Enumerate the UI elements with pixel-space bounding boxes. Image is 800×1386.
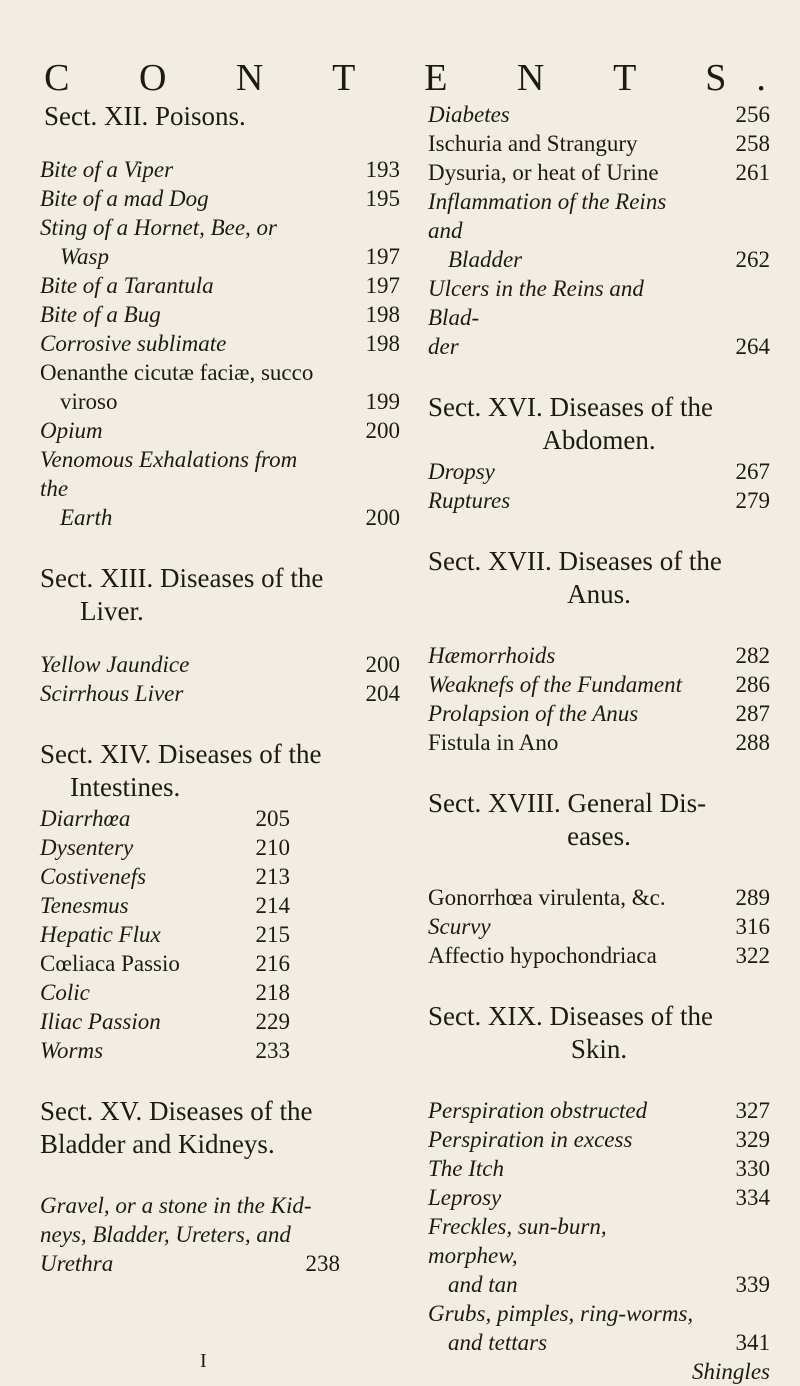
toc-entry: Earth 200 <box>60 505 400 530</box>
section-17-title: Sect. XVII. Diseases of the <box>428 546 722 576</box>
toc-entry: Scurvy 316 <box>428 914 770 939</box>
section-17-subtitle: Anus. <box>567 579 631 609</box>
toc-entry: and tan 339 <box>448 1272 770 1297</box>
toc-entry: Diabetes 256 <box>428 102 770 127</box>
toc-entry: Inflammation of the Reins and <box>428 189 667 243</box>
toc-entry: Worms 233 <box>40 1038 290 1063</box>
toc-entry: Urethra 238 <box>40 1251 340 1276</box>
toc-entry: Weaknefs of the Fundament 286 <box>428 672 770 697</box>
section-18-list <box>428 883 770 970</box>
toc-entry: Iliac Passion 229 <box>40 1009 290 1034</box>
toc-entry: Bite of a Tarantula 197 <box>40 273 400 298</box>
toc-entry: viroso 199 <box>60 389 400 414</box>
signature-mark: I <box>200 1350 207 1372</box>
section-19-list <box>428 1096 770 1357</box>
toc-entry: Dropsy 267 <box>428 459 770 484</box>
toc-entry: Colic 218 <box>40 980 290 1005</box>
catchword: Shingles <box>692 1359 770 1384</box>
toc-entry: Costivenefs 213 <box>40 864 290 889</box>
section-14-subtitle: Intestines. <box>70 772 181 802</box>
toc-entry: The Itch 330 <box>428 1156 770 1181</box>
toc-entry: Perspiration in excess 329 <box>428 1127 770 1152</box>
toc-entry: Corrosive sublimate 198 <box>40 331 400 356</box>
toc-entry: Sting of a Hornet, Bee, or <box>40 215 277 240</box>
section-14-title: Sect. XIV. Diseases of the <box>40 739 322 769</box>
toc-entry: Grubs, pimples, ring-worms, <box>428 1301 694 1326</box>
section-16-subtitle: Abdomen. <box>542 425 656 455</box>
toc-entry: Dysentery 210 <box>40 835 290 860</box>
toc-entry: Ischuria and Strangury 258 <box>428 131 770 156</box>
toc-entry: Bite of a Bug 198 <box>40 302 400 327</box>
section-17-list <box>428 641 770 757</box>
toc-entry: Gravel, or a stone in the Kid- <box>40 1193 312 1218</box>
toc-entry: Diarrhœa 205 <box>40 806 290 831</box>
toc-entry: Tenesmus 214 <box>40 893 290 918</box>
toc-entry: Prolapsion of the Anus 287 <box>428 701 770 726</box>
section-19-title: Sect. XIX. Diseases of the <box>428 1001 713 1031</box>
toc-entry: Ulcers in the Reins and Blad- <box>428 276 644 330</box>
section-15-title: Sect. XV. Diseases of the <box>40 1096 313 1126</box>
section-18-title: Sect. XVIII. General Dis- <box>428 788 707 818</box>
section-14-list <box>40 804 290 1065</box>
toc-entry: Yellow Jaundice 200 <box>40 652 400 677</box>
section-19-subtitle: Skin. <box>570 1034 628 1064</box>
section-12-title: Sect. XII. Poisons. <box>44 101 246 131</box>
toc-entry: Bladder 262 <box>448 247 770 272</box>
toc-entry: Ruptures 279 <box>428 488 770 513</box>
toc-entry: Affectio hypochondriaca 322 <box>428 943 770 968</box>
section-13-list <box>40 650 400 708</box>
toc-entry: neys, Bladder, Ureters, and <box>40 1222 291 1247</box>
toc-entry: Venomous Exhalations from the <box>40 447 298 501</box>
toc-entry: Opium 200 <box>40 418 400 443</box>
section-16-list <box>428 457 770 515</box>
toc-entry: Wasp 197 <box>60 244 400 269</box>
page-header: C O N T E N T S. <box>44 57 796 99</box>
toc-entry: Oenanthe cicutæ faciæ, succo <box>40 360 314 385</box>
section-15-continued-list <box>428 100 770 361</box>
toc-entry: Hepatic Flux 215 <box>40 922 290 947</box>
section-13-title: Sect. XIII. Diseases of the <box>40 563 324 593</box>
section-15-subtitle: Bladder and Kidneys. <box>40 1129 275 1159</box>
section-15-list <box>40 1191 400 1278</box>
toc-entry: Gonorrhœa virulenta, &c. 289 <box>428 885 770 910</box>
toc-entry: der 264 <box>428 334 770 359</box>
toc-entry: Leprosy 334 <box>428 1185 770 1210</box>
toc-entry: Perspiration obstructed 327 <box>428 1098 770 1123</box>
section-12-list <box>40 155 400 532</box>
section-13-subtitle: Liver. <box>80 596 144 626</box>
toc-entry: Hæmorrhoids 282 <box>428 643 770 668</box>
toc-entry: Freckles, sun-burn, morphew, <box>428 1214 607 1268</box>
section-18-subtitle: eases. <box>567 821 631 851</box>
toc-entry: Bite of a mad Dog 195 <box>40 186 400 211</box>
toc-entry: Bite of a Viper 193 <box>40 157 400 182</box>
left-column <box>40 100 400 1278</box>
right-column <box>428 100 770 1386</box>
toc-entry: Scirrhous Liver 204 <box>40 681 400 706</box>
toc-entry: and tettars 341 <box>448 1330 770 1355</box>
section-16-title: Sect. XVI. Diseases of the <box>428 392 713 422</box>
toc-entry: Fistula in Ano 288 <box>428 730 770 755</box>
toc-entry: Dysuria, or heat of Urine 261 <box>428 160 770 185</box>
toc-entry: Cœliaca Passio 216 <box>40 951 290 976</box>
